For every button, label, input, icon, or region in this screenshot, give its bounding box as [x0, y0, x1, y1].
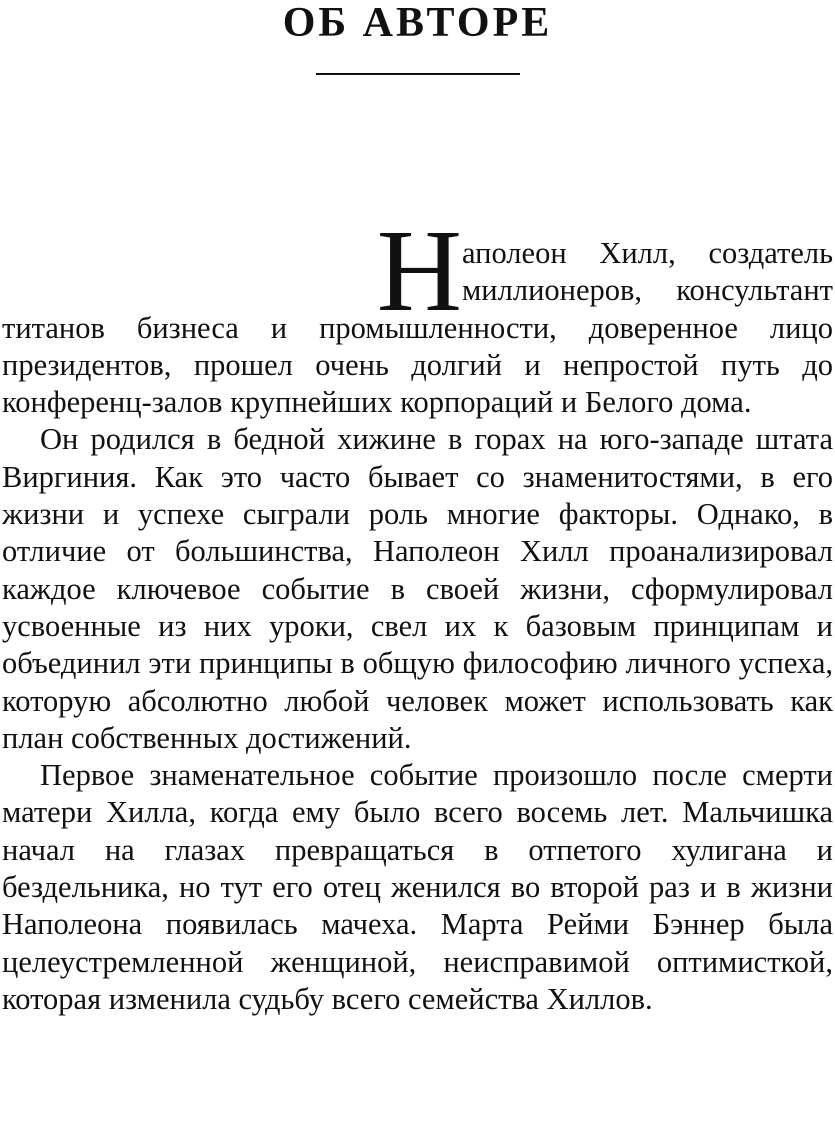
drop-cap-box [2, 205, 462, 336]
paragraph-1 [2, 205, 833, 421]
title-underline [316, 73, 520, 75]
paragraph-1-text: аполеон Хилл, создатель миллионеров, консультант титанов бизнеса и промышленности, доверенное лицо президентов, прошел очень долгий и непростой путь до конференц-залов крупнейших корпораций и Белого дома. [2, 236, 833, 420]
drop-cap-letter: Н [376, 205, 462, 336]
paragraph-2: Он родился в бедной хижине в горах на юго-западе штата Виргиния. Как это часто бывает со знаменитостями, в его жизни и успехе сыграли роль многие факторы. Однако, в отличие от большинства, Наполеон Хилл проанализировал каждое ключевое событие в своей жизни, сформулировал усвоенные из них уроки, свел их к базовым принципам и объединил эти принципы в общую философию личного успеха, которую абсолютно любой человек может использовать как план собственных достижений. [2, 422, 833, 755]
page-title: ОБ АВТОРЕ [282, 0, 553, 46]
paragraph-3: Первое знаменательное событие произошло после смерти матери Хилла, когда ему было всего восемь лет. Мальчишка начал на глазах превращаться в отпетого хулигана и бездельника, но тут его отец женился во второй раз и в жизни Наполеона появилась мачеха. Марта Рейми Бэннер была целеустремленной женщиной, неисправимой оптимисткой, которая изменила судьбу всего семейства Хиллов. [2, 758, 833, 1016]
article-body [2, 205, 833, 1018]
